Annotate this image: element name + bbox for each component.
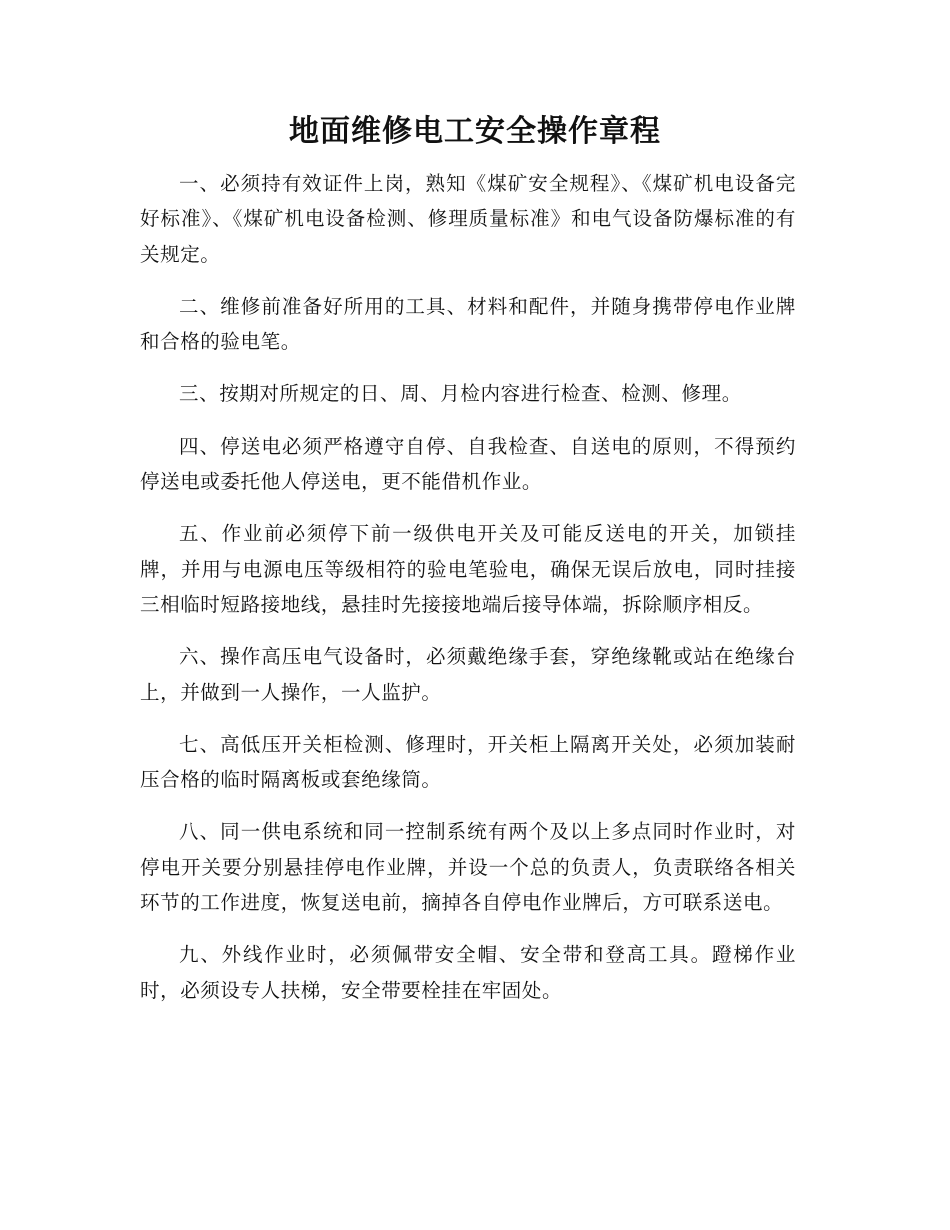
paragraph-7: 七、高低压开关柜检测、修理时，开关柜上隔离开关处，必须加装耐压合格的临时隔离板或套绝缘筒。 <box>140 732 796 792</box>
paragraph-8: 八、同一供电系统和同一控制系统有两个及以上多点同时作业时，对停电开关要分别悬挂停电作业牌，并设一个总的负责人，负责联络各相关环节的工作进度，恢复送电前，摘掉各自停电作业牌后，方可联系送电。 <box>140 820 796 915</box>
paragraph-4: 四、停送电必须严格遵守自停、自我检查、自送电的原则，不得预约停送电或委托他人停送电，更不能借机作业。 <box>140 434 796 494</box>
paragraph-1: 一、必须持有效证件上岗，熟知《煤矿安全规程》、《煤矿机电设备完好标准》、《煤矿机电设备检测、修理质量标准》和电气设备防爆标准的有关规定。 <box>140 172 796 266</box>
document-title: 地面维修电工安全操作章程 <box>289 114 661 149</box>
paragraph-6: 六、操作高压电气设备时，必须戴绝缘手套，穿绝缘靴或站在绝缘台上，并做到一人操作，一人监护。 <box>140 645 796 704</box>
paragraph-5: 五、作业前必须停下前一级供电开关及可能反送电的开关，加锁挂牌，并用与电源电压等级相符的验电笔验电，确保无误后放电，同时挂接三相临时短路接地线，悬挂时先接接地端后接导体端，拆除顺序相反。 <box>140 522 796 616</box>
paragraph-2: 二、维修前准备好所用的工具、材料和配件，并随身携带停电作业牌和合格的验电笔。 <box>140 294 796 354</box>
paragraph-3: 三、按期对所规定的日、周、月检内容进行检查、检测、修理。 <box>179 382 742 406</box>
paragraph-9: 九、外线作业时，必须佩带安全帽、安全带和登高工具。蹬梯作业时，必须设专人扶梯，安全带要栓挂在牢固处。 <box>140 943 796 1002</box>
document-body <box>140 166 796 1025</box>
